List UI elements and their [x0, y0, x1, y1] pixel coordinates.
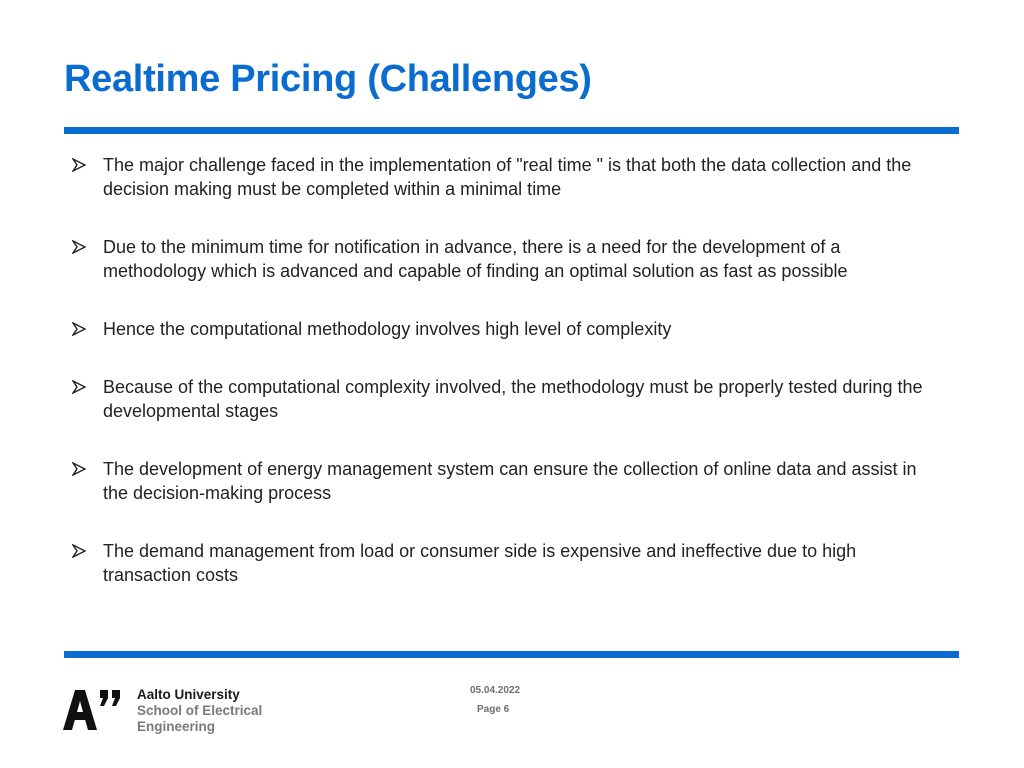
arrowhead-bullet-icon — [72, 462, 86, 476]
bullet-item — [72, 153, 942, 201]
bullet-item — [72, 235, 942, 283]
bullet-text: The major challenge faced in the implementation of "real time " is that both the data collection and the decision making must be completed within a minimal time — [103, 155, 912, 199]
logo-school-name: School of Electrical — [137, 703, 263, 718]
bullet-text: The development of energy management system can ensure the collection of online data and assist in the decision-making process — [103, 459, 917, 503]
bullet-item — [72, 317, 942, 341]
bullet-text: Due to the minimum time for notification in advance, there is a need for the development of a methodology which is advanced and capable of finding an optimal solution as fast as possible — [103, 237, 848, 281]
logo-university-name: Aalto University — [137, 687, 240, 702]
aalto-logo-icon — [62, 688, 126, 732]
slide-title: Realtime Pricing (Challenges) — [64, 58, 592, 100]
bullet-item — [72, 375, 942, 423]
footer-date: 05.04.2022 — [470, 685, 521, 696]
arrowhead-bullet-icon — [72, 380, 86, 394]
logo-wordmark — [137, 687, 262, 735]
page-number: Page 6 — [477, 704, 510, 715]
bullet-item — [72, 457, 942, 505]
footer-divider — [64, 651, 959, 658]
bullet-list — [72, 153, 942, 621]
bullet-item — [72, 539, 942, 587]
logo-school-name-cont: Engineering — [137, 719, 216, 734]
bullet-text: Hence the computational methodology involves high level of complexity — [103, 319, 672, 339]
title-divider — [64, 127, 959, 134]
bullet-text: Because of the computational complexity involved, the methodology must be properly tested during the developmental stages — [103, 377, 923, 421]
arrowhead-bullet-icon — [72, 544, 86, 558]
arrowhead-bullet-icon — [72, 322, 86, 336]
arrowhead-bullet-icon — [72, 158, 86, 172]
bullet-text: The demand management from load or consumer side is expensive and ineffective due to high transaction costs — [103, 541, 857, 585]
arrowhead-bullet-icon — [72, 240, 86, 254]
